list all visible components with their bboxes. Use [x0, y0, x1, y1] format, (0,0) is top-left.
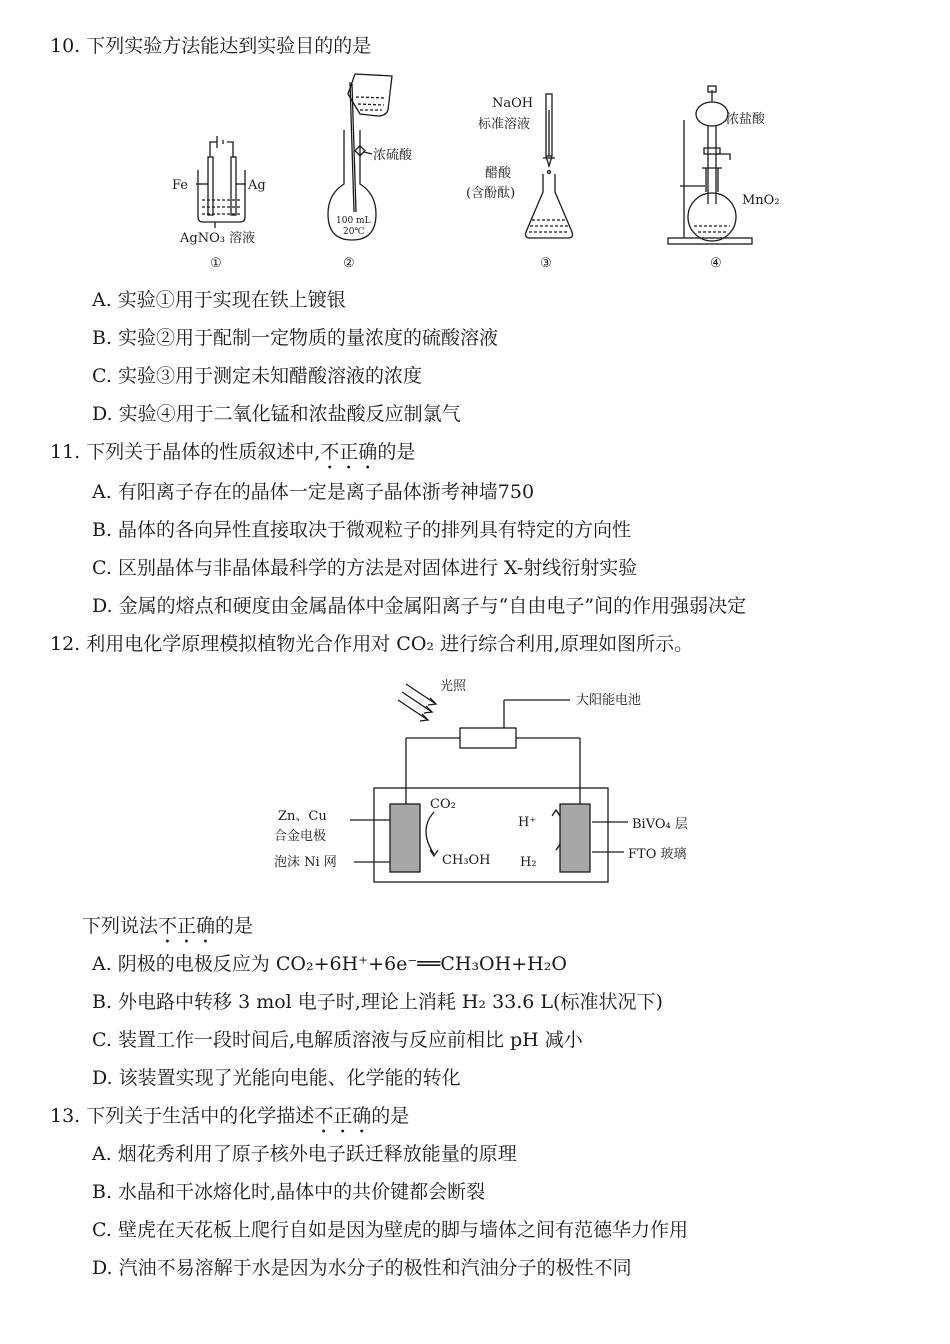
conc-hcl-label: 浓盐酸	[726, 112, 766, 127]
number-2: ②	[343, 256, 355, 271]
q11-option-d: D. 金属的熔点和硬度由金属晶体中金属阳离子与“自由电子”间的作用强弱决定	[92, 595, 747, 617]
right-electrode	[560, 804, 590, 872]
q10-option-d: D. 实验④用于二氧化锰和浓盐酸反应制氯气	[92, 403, 461, 425]
q13-stem-pre: 13. 下列关于生活中的化学描述	[50, 1105, 315, 1127]
q11-option-b: B. 晶体的各向异性直接取决于微观粒子的排列具有特定的方向性	[92, 519, 632, 541]
mno2-label: MnO₂	[742, 193, 780, 208]
q12-option-a: A. 阴极的电极反应为 CO₂+6H⁺+6e⁻══CH₃OH+H₂O	[92, 953, 567, 975]
naoh-label: NaOH	[492, 96, 534, 111]
ch3oh-label: CH₃OH	[442, 853, 491, 868]
q12-option-b: B. 外电路中转移 3 mol 电子时,理论上消耗 H₂ 33.6 L(标准状况下)	[92, 991, 663, 1013]
light-label: 光照	[440, 679, 467, 694]
q12-stem: 12. 利用电化学原理模拟植物光合作用对 CO₂ 进行综合利用,原理如图所示。	[50, 633, 694, 655]
q12-sub-stem	[82, 914, 253, 948]
q12-electrochemistry-figure	[270, 670, 710, 890]
q13-stem-post: 的是	[371, 1105, 410, 1127]
h2-label: H₂	[520, 855, 537, 870]
q11-stem-post: 的是	[377, 441, 416, 463]
number-3: ③	[540, 256, 552, 271]
q11-stem-pre: 11. 下列关于晶体的性质叙述中,	[50, 441, 321, 463]
q10-stem: 10. 下列实验方法能达到实验目的的是	[50, 35, 372, 57]
apparatus-1-electrolysis	[196, 136, 246, 228]
q10-apparatus-figure	[160, 62, 800, 277]
acetic-acid-label: 醋酸	[485, 166, 512, 181]
standard-solution-label: 标准溶液	[478, 117, 531, 132]
q12-sub-pre: 下列说法	[82, 915, 159, 937]
q11-stem-emphasis: 不正确	[320, 441, 378, 463]
co2-label: CO₂	[430, 797, 456, 812]
q11-option-c: C. 区别晶体与非晶体最科学的方法是对固体进行 X-射线衍射实验	[92, 557, 638, 579]
phenolphthalein-label: (含酚酞)	[466, 186, 516, 201]
fe-label: Fe	[172, 178, 189, 193]
apparatus-3-titration	[526, 94, 573, 238]
q10-option-a: A. 实验①用于实现在铁上镀银	[92, 289, 346, 311]
q11-stem	[50, 440, 415, 474]
q13-option-d: D. 汽油不易溶解于水是因为水分子的极性和汽油分子的极性不同	[92, 1257, 632, 1279]
conc-sulfuric-label: 浓硫酸	[373, 148, 413, 163]
alloy-electrode-label: 合金电极	[274, 829, 327, 844]
q10-option-c: C. 实验③用于测定未知醋酸溶液的浓度	[92, 365, 422, 387]
q13-option-b: B. 水晶和干冰熔化时,晶体中的共价键都会断裂	[92, 1181, 486, 1203]
q12-sub-post: 的是	[215, 915, 254, 937]
q11-option-a: A. 有阳离子存在的晶体一定是离子晶体浙考神墙750	[92, 481, 535, 503]
hplus-label: H⁺	[518, 815, 537, 830]
fto-label: FTO 玻璃	[628, 847, 687, 862]
flask-volume-label: 100 mL	[336, 216, 371, 226]
solar-cell-label: 大阳能电池	[576, 693, 642, 708]
left-electrode	[390, 804, 420, 872]
q12-option-d: D. 该装置实现了光能向电能、化学能的转化	[92, 1067, 461, 1089]
agno3-label: AgNO₃ 溶液	[180, 231, 256, 246]
zn-cu-label: Zn、Cu	[278, 809, 327, 824]
ni-foam-label: 泡沫 Ni 网	[274, 855, 337, 870]
flask-temp-label: 20℃	[343, 227, 365, 237]
q12-sub-emphasis: 不正确	[158, 915, 216, 937]
q13-stem-emphasis: 不正确	[314, 1105, 372, 1127]
q13-stem	[50, 1104, 409, 1138]
q13-option-a: A. 烟花秀利用了原子核外电子跃迁释放能量的原理	[92, 1143, 517, 1165]
q13-option-c: C. 壁虎在天花板上爬行自如是因为壁虎的脚与墙体之间有范德华力作用	[92, 1219, 688, 1241]
q10-option-b: B. 实验②用于配制一定物质的量浓度的硫酸溶液	[92, 327, 499, 349]
number-1: ①	[210, 256, 222, 271]
number-4: ④	[710, 256, 722, 271]
q12-option-c: C. 装置工作一段时间后,电解质溶液与反应前相比 pH 减小	[92, 1029, 583, 1051]
apparatus-4-chlorine-generator	[668, 86, 752, 244]
ag-label: Ag	[248, 178, 266, 193]
bivo4-label: BiVO₄ 层	[632, 817, 688, 832]
